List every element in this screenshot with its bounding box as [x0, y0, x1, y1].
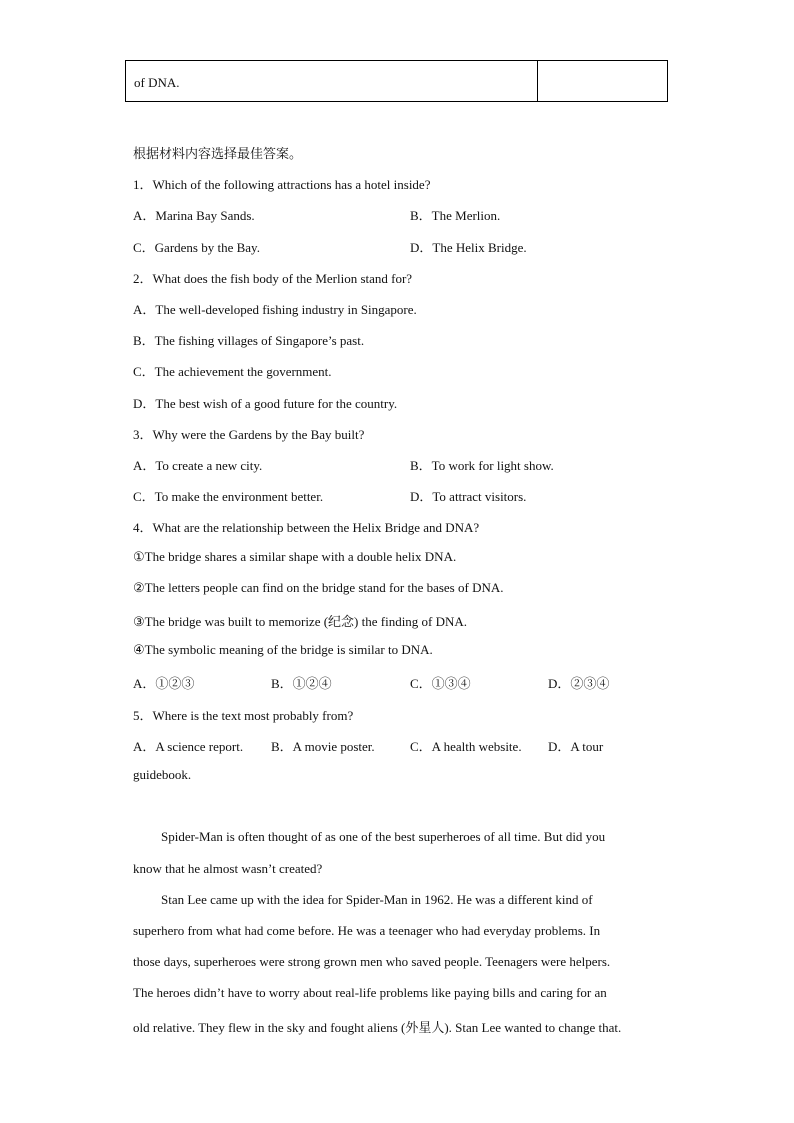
question-5-stem: 5．Where is the text most probably from?: [133, 708, 354, 723]
q4-option-c[interactable]: C．①③④: [410, 676, 471, 691]
q4-statement-3: ③The bridge was built to memorize (纪念) the finding of DNA.: [133, 614, 468, 629]
q3-option-d[interactable]: D．To attract visitors.: [410, 489, 527, 504]
q1-option-c[interactable]: C．Gardens by the Bay.: [133, 240, 260, 255]
q4-option-a[interactable]: A．①②③: [133, 676, 195, 691]
passage-line: old relative. They flew in the sky and fought aliens (外星人). Stan Lee wanted to change that.: [133, 1020, 622, 1035]
q1-option-b[interactable]: B．The Merlion.: [410, 208, 501, 223]
q3-option-b[interactable]: B．To work for light show.: [410, 458, 554, 473]
q2-option-a[interactable]: A．The well-developed fishing industry in Singapore.: [133, 302, 417, 317]
passage-line: superhero from what had come before. He was a teenager who had everyday problems. In: [133, 923, 601, 938]
passage-line: The heroes didn’t have to worry about real-life problems like paying bills and caring for an: [133, 985, 607, 1000]
q5-option-c[interactable]: C．A health website.: [410, 739, 522, 754]
q2-option-d[interactable]: D．The best wish of a good future for the country.: [133, 396, 398, 411]
passage-line: Stan Lee came up with the idea for Spider-Man in 1962. He was a different kind of: [161, 892, 593, 907]
q5-option-d[interactable]: D．A tour: [548, 739, 604, 754]
q3-option-a[interactable]: A．To create a new city.: [133, 458, 263, 473]
question-1-stem: 1．Which of the following attractions has a hotel inside?: [133, 177, 431, 192]
table-cell-text: of DNA.: [134, 75, 180, 90]
q4-statement-4: ④The symbolic meaning of the bridge is similar to DNA.: [133, 642, 433, 657]
instruction: 根据材料内容选择最佳答案。: [133, 146, 303, 161]
q3-option-c[interactable]: C．To make the environment better.: [133, 489, 324, 504]
question-2-stem: 2．What does the fish body of the Merlion stand for?: [133, 271, 413, 286]
question-4-stem: 4．What are the relationship between the Helix Bridge and DNA?: [133, 520, 480, 535]
q2-option-c[interactable]: C．The achievement the government.: [133, 364, 332, 379]
q4-option-b[interactable]: B．①②④: [271, 676, 332, 691]
question-3-stem: 3．Why were the Gardens by the Bay built?: [133, 427, 365, 442]
q5-option-b[interactable]: B．A movie poster.: [271, 739, 375, 754]
passage-line: those days, superheroes were strong grown men who saved people. Teenagers were helpers.: [133, 954, 611, 969]
q4-option-d[interactable]: D．②③④: [548, 676, 610, 691]
q4-statement-1: ①The bridge shares a similar shape with a double helix DNA.: [133, 549, 457, 564]
q1-option-a[interactable]: A．Marina Bay Sands.: [133, 208, 255, 223]
passage-line: Spider-Man is often thought of as one of the best superheroes of all time. But did you: [161, 829, 606, 844]
q2-option-b[interactable]: B．The fishing villages of Singapore’s past.: [133, 333, 365, 348]
q5-option-a[interactable]: A．A science report.: [133, 739, 244, 754]
q5-option-d-continuation: guidebook.: [133, 767, 192, 782]
table-fragment: [125, 60, 668, 102]
passage-line: know that he almost wasn’t created?: [133, 861, 323, 876]
q4-statement-2: ②The letters people can find on the bridge stand for the bases of DNA.: [133, 580, 504, 595]
q1-option-d[interactable]: D．The Helix Bridge.: [410, 240, 527, 255]
table-divider: [537, 61, 538, 101]
